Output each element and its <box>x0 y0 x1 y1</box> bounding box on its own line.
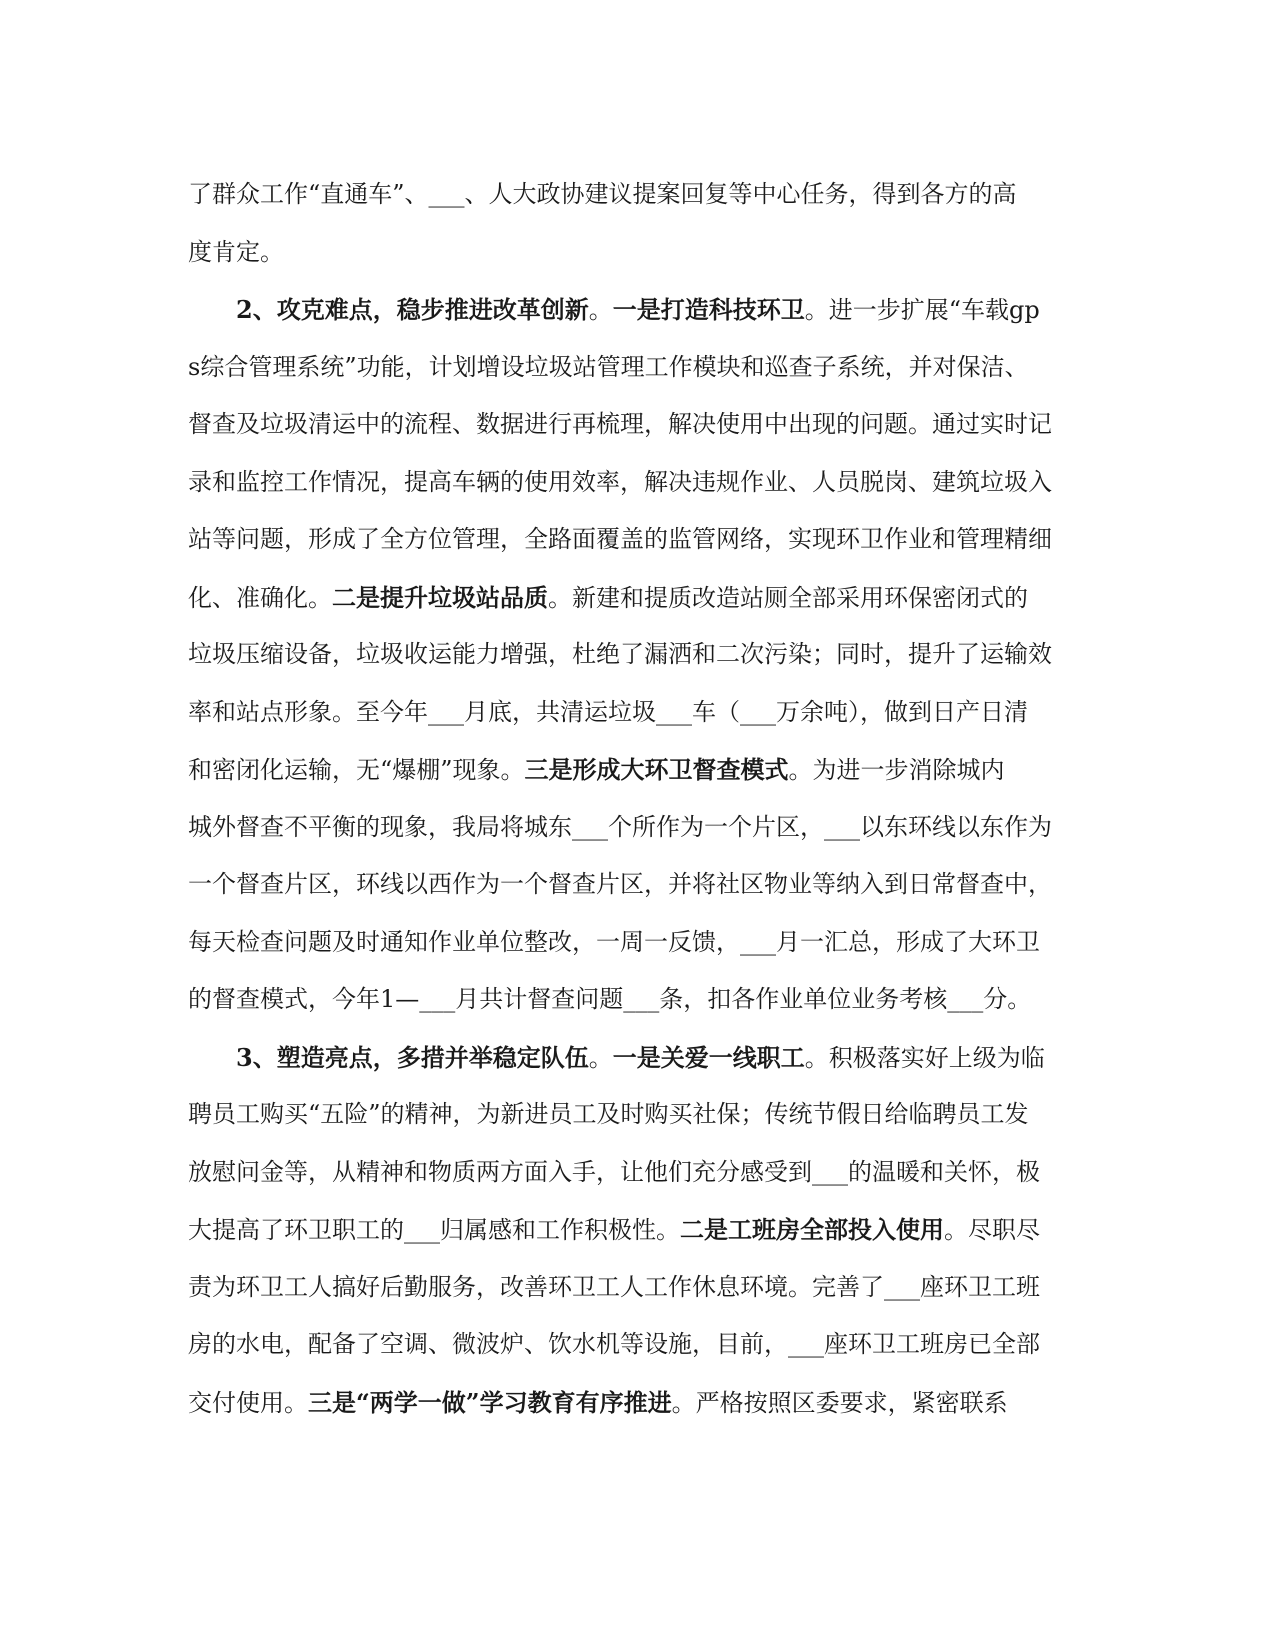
text-segment: 交付使用。 <box>188 1388 308 1417</box>
text-segment: 。积极落实好上级为临 <box>804 1043 1045 1072</box>
bold-text-segment: 一是关爱一线职工 <box>612 1042 805 1072</box>
text-line <box>188 166 1088 224</box>
text-line <box>188 1316 1088 1374</box>
text-line <box>188 1201 1088 1259</box>
text-segment: 城外督查不平衡的现象，我局将城东___个所作为一个片区，___以东环线以东作为 <box>188 812 1052 841</box>
bold-text-segment: 二是工班房全部投入使用 <box>680 1215 944 1244</box>
text-segment: 房的水电，配备了空调、微波炉、饮水机等设施，目前，___座环卫工班房已全部 <box>188 1330 1040 1358</box>
text-segment: 。为进一步消除城内 <box>788 756 1005 784</box>
text-line <box>188 454 1088 512</box>
text-line <box>188 339 1088 397</box>
bold-text-segment: 2、攻克难点，稳步推进改革创新 <box>236 295 589 324</box>
text-line <box>188 281 1088 339</box>
text-segment: 录和监控工作情况，提高车辆的使用效率，解决违规作业、人员脱岗、建筑垃圾入 <box>188 467 1052 496</box>
text-line <box>188 1259 1088 1317</box>
text-segment: 的督查模式，今年1—___月共计督查问题___条，扣各作业单位业务考核___分。 <box>188 985 1032 1013</box>
text-segment: 度肯定。 <box>188 237 284 266</box>
text-line <box>188 971 1088 1029</box>
text-segment: 每天检查问题及时通知作业单位整改，一周一反馈，___月一汇总，形成了大环卫 <box>188 927 1040 956</box>
text-line <box>188 1374 1088 1432</box>
text-segment: 。严格按照区委要求，紧密联系 <box>671 1388 1008 1417</box>
text-line <box>188 224 1088 282</box>
bold-text-segment: 三是形成大环卫督查模式 <box>524 755 789 784</box>
text-line <box>188 626 1088 684</box>
text-line <box>188 1086 1088 1144</box>
bold-text-segment: 3、塑造亮点，多措并举稳定队伍 <box>236 1042 589 1072</box>
text-segment: s综合管理系统”功能，计划增设垃圾站管理工作模块和巡查子系统，并对保洁、 <box>188 352 1029 381</box>
text-segment: 。进一步扩展“车载gp <box>804 296 1040 324</box>
text-line <box>188 1144 1088 1202</box>
text-segment: 。尽职尽 <box>944 1216 1040 1244</box>
text-line <box>188 1029 1088 1087</box>
text-line <box>188 396 1088 454</box>
text-segment: 。新建和提质改造站厕全部采用环保密闭式的 <box>548 583 1028 612</box>
text-line <box>188 799 1088 857</box>
text-line <box>188 741 1088 799</box>
text-line <box>188 511 1088 569</box>
text-segment: 率和站点形象。至今年___月底，共清运垃圾___车（___万余吨），做到日产日清 <box>188 697 1028 726</box>
text-segment: 大提高了环卫职工的___归属感和工作积极性。 <box>188 1216 680 1244</box>
text-segment: 垃圾压缩设备，垃圾收运能力增强，杜绝了漏洒和二次污染；同时，提升了运输效 <box>188 640 1052 668</box>
text-segment: 聘员工购买“五险”的精神，为新进员工及时购买社保；传统节假日给临聘员工发 <box>188 1100 1029 1128</box>
text-segment: 和密闭化运输，无“爆棚”现象。 <box>188 756 525 784</box>
text-line <box>188 914 1088 972</box>
text-segment: 责为环卫工人搞好后勤服务，改善环卫工人工作休息环境。完善了___座环卫工班 <box>188 1272 1040 1301</box>
text-line <box>188 569 1088 627</box>
bold-text-segment: 二是提升垃圾站品质 <box>332 582 548 612</box>
text-segment: 。 <box>588 1043 613 1072</box>
text-segment: 站等问题，形成了全方位管理，全路面覆盖的监管网络，实现环卫作业和管理精细 <box>188 525 1052 553</box>
text-line <box>188 684 1088 742</box>
text-segment: 放慰问金等，从精神和物质两方面入手，让他们充分感受到___的温暖和关怀，极 <box>188 1157 1040 1186</box>
text-segment: 督查及垃圾清运中的流程、数据进行再梳理，解决使用中出现的问题。通过实时记 <box>188 410 1052 438</box>
text-segment: 。 <box>588 296 613 324</box>
text-segment: 一个督查片区，环线以西作为一个督查片区，并将社区物业等纳入到日常督查中， <box>188 870 1052 898</box>
bold-text-segment: 一是打造科技环卫 <box>612 295 805 324</box>
text-segment: 了群众工作“直通车”、___、人大政协建议提案回复等中心任务，得到各方的高 <box>188 180 1017 208</box>
text-line <box>188 856 1088 914</box>
bold-text-segment: 三是“两学一做”学习教育有序推进 <box>308 1387 672 1417</box>
text-segment: 化、准确化。 <box>188 583 332 612</box>
document-body <box>188 166 1088 1431</box>
